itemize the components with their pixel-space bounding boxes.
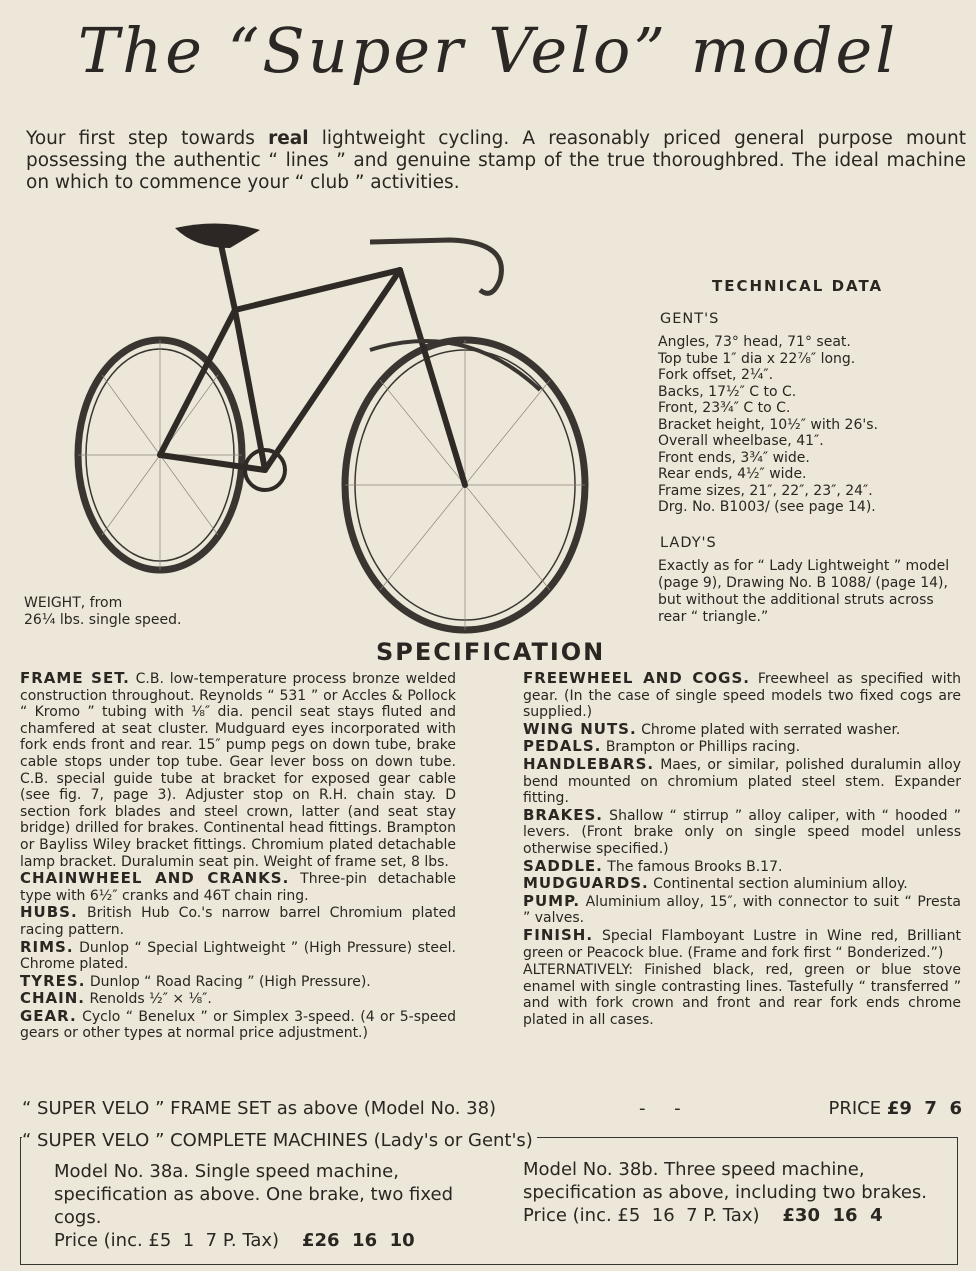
frame-set-price-line [22, 1098, 962, 1119]
weight-line: 26¼ lbs. single speed. [24, 612, 182, 628]
complete-machines-heading: “ SUPER VELO ” COMPLETE MACHINES (Lady's or Gent's) [22, 1130, 537, 1151]
list-item: Rear ends, 4½″ wide. [658, 466, 807, 482]
list-item: Overall wheelbase, 41″. [658, 433, 824, 449]
spec-item: WING NUTS. Chrome plated with serrated washer. [523, 719, 901, 738]
list-item: Front, 23¾″ C to C. [658, 400, 791, 416]
spec-item: HUBS. British Hub Co.'s narrow barrel Chromium plated racing pattern. [20, 903, 456, 938]
spec-item: CHAINWHEEL AND CRANKS. Three-pin detachable type with 6½″ cranks and 46T chain ring. [20, 869, 456, 904]
spec-item: FINISH. Special Flamboyant Lustre in Wine red, Brilliant green or Peacock blue. (Frame and fork first “ Bonderized.”) [523, 925, 961, 961]
model-description: Model No. 38b. Three speed machine, specification as above, including two brakes. [523, 1159, 928, 1203]
intro-paragraph: Your first step towards real lightweight cycling. A reasonably priced general purpose mount possessing the authentic “ lines ” and genuine stamp of the true thoroughbred. The ideal machine on which to commence your “ club ” activities. [26, 128, 966, 193]
page-title: The “Super Velo” model [77, 14, 899, 87]
spec-item: RIMS. Dunlop “ Special Lightweight ” (High Pressure) steel. Chrome plated. [20, 937, 456, 973]
spec-item: MUDGUARDS. Continental section aluminium alloy. [523, 874, 908, 893]
list-item: Top tube 1″ dia x 22⅞″ long. [658, 350, 856, 367]
list-item: Angles, 73° head, 71° seat. [658, 334, 851, 350]
spec-item: FRAME SET. C.B. low-temperature process bronze welded construction throughout. Reynolds “ 531 ” or Accles & Pollock “ Kromo ” tubing with ⅛″ dia. pencil seat stays fluted and chamfered at seat cluster. Mudguard eyes incorporated with fork ends front and rear. 15″ pump pegs on down tube, brake cable stops under top tube. Gear lever boss on down tube. C.B. special guide tube at bracket for exposed gear cable (see fig. 7, page 3). Adjuster stop on R.H. chain stay. D section fork blades and steel crown, latter (and seat stay bridge) drilled for brakes. Continental head fittings. Brampton or Bayliss Wiley bracket fittings. Chromium plated detachable lamp bracket. Duralumin seat pin. Weight of frame set, 8 lbs. [20, 669, 456, 870]
weight-line: WEIGHT, from [24, 595, 123, 611]
list-item: Fork offset, 2¼″. [658, 367, 774, 383]
frame-set-price: PRICE £9 7 6 [828, 1098, 962, 1119]
ladys-text: Exactly as for “ Lady Lightweight ” model (page 9), Drawing No. B 1088/ (page 14), but without the additional struts across rear “ triangle.” [658, 558, 950, 625]
list-item: Bracket height, 10½″ with 26's. [658, 416, 878, 433]
spec-item: PUMP. Aluminium alloy, 15″, with connector to suit “ Presta ” valves. [523, 891, 961, 927]
spec-column-right [523, 670, 961, 1028]
spec-item: ALTERNATIVELY: Finished black, red, green or blue stove enamel with single contrasting lines. Tastefully “ transferred ” and with fork crown and front and rear fork ends chrome plated in all cases. [523, 962, 961, 1028]
model-description: Model No. 38a. Single speed machine, specification as above. One brake, two fixed cogs. [54, 1161, 453, 1228]
dashes: - - [639, 1098, 681, 1119]
gents-label: GENT'S [660, 311, 720, 327]
list-item: Frame sizes, 21″, 22″, 23″, 24″. [658, 482, 873, 499]
spec-item: GEAR. Cyclo “ Benelux ” or Simplex 3-speed. (4 or 5-speed gears or other types at normal price adjustment.) [20, 1006, 456, 1042]
specification-heading: SPECIFICATION [376, 638, 606, 666]
technical-data-heading: TECHNICAL DATA [712, 277, 884, 295]
spec-item: TYRES. Dunlop “ Road Racing ” (High Pressure). [20, 971, 371, 990]
spec-column-left [20, 670, 456, 1042]
model-38a [54, 1160, 464, 1252]
spec-item: BRAKES. Shallow “ stirrup ” alloy caliper, with “ hooded ” levers. (Front brake only on single speed model unless otherwise specified.) [523, 805, 961, 857]
list-item: Backs, 17½″ C to C. [658, 383, 797, 400]
spec-item: CHAIN. Renolds ½″ × ⅛″. [20, 989, 212, 1008]
bicycle-illustration [70, 200, 600, 640]
spec-item: SADDLE. The famous Brooks B.17. [523, 856, 783, 875]
model-38b [523, 1158, 935, 1227]
list-item: Drg. No. B1003/ (see page 14). [658, 499, 876, 515]
gents-data-list [658, 334, 968, 516]
ladys-label: LADY'S [660, 535, 717, 551]
model-price: Price (inc. £5 16 7 P. Tax) £30 16 4 [523, 1205, 883, 1226]
model-price: Price (inc. £5 1 7 P. Tax) £26 16 10 [54, 1230, 415, 1251]
list-item: Front ends, 3¾″ wide. [658, 449, 810, 466]
spec-item: FREEWHEEL AND COGS. Freewheel as specified with gear. (In the case of single speed models two fixed cogs are supplied.) [523, 669, 961, 721]
spec-item: HANDLEBARS. Maes, or similar, polished duralumin alloy bend mounted on chromium plated steel stem. Expander fitting. [523, 754, 961, 807]
frame-set-text: “ SUPER VELO ” FRAME SET as above (Model No. 38) [22, 1098, 497, 1119]
weight-note [24, 595, 181, 629]
spec-item: PEDALS. Brampton or Phillips racing. [523, 737, 801, 756]
